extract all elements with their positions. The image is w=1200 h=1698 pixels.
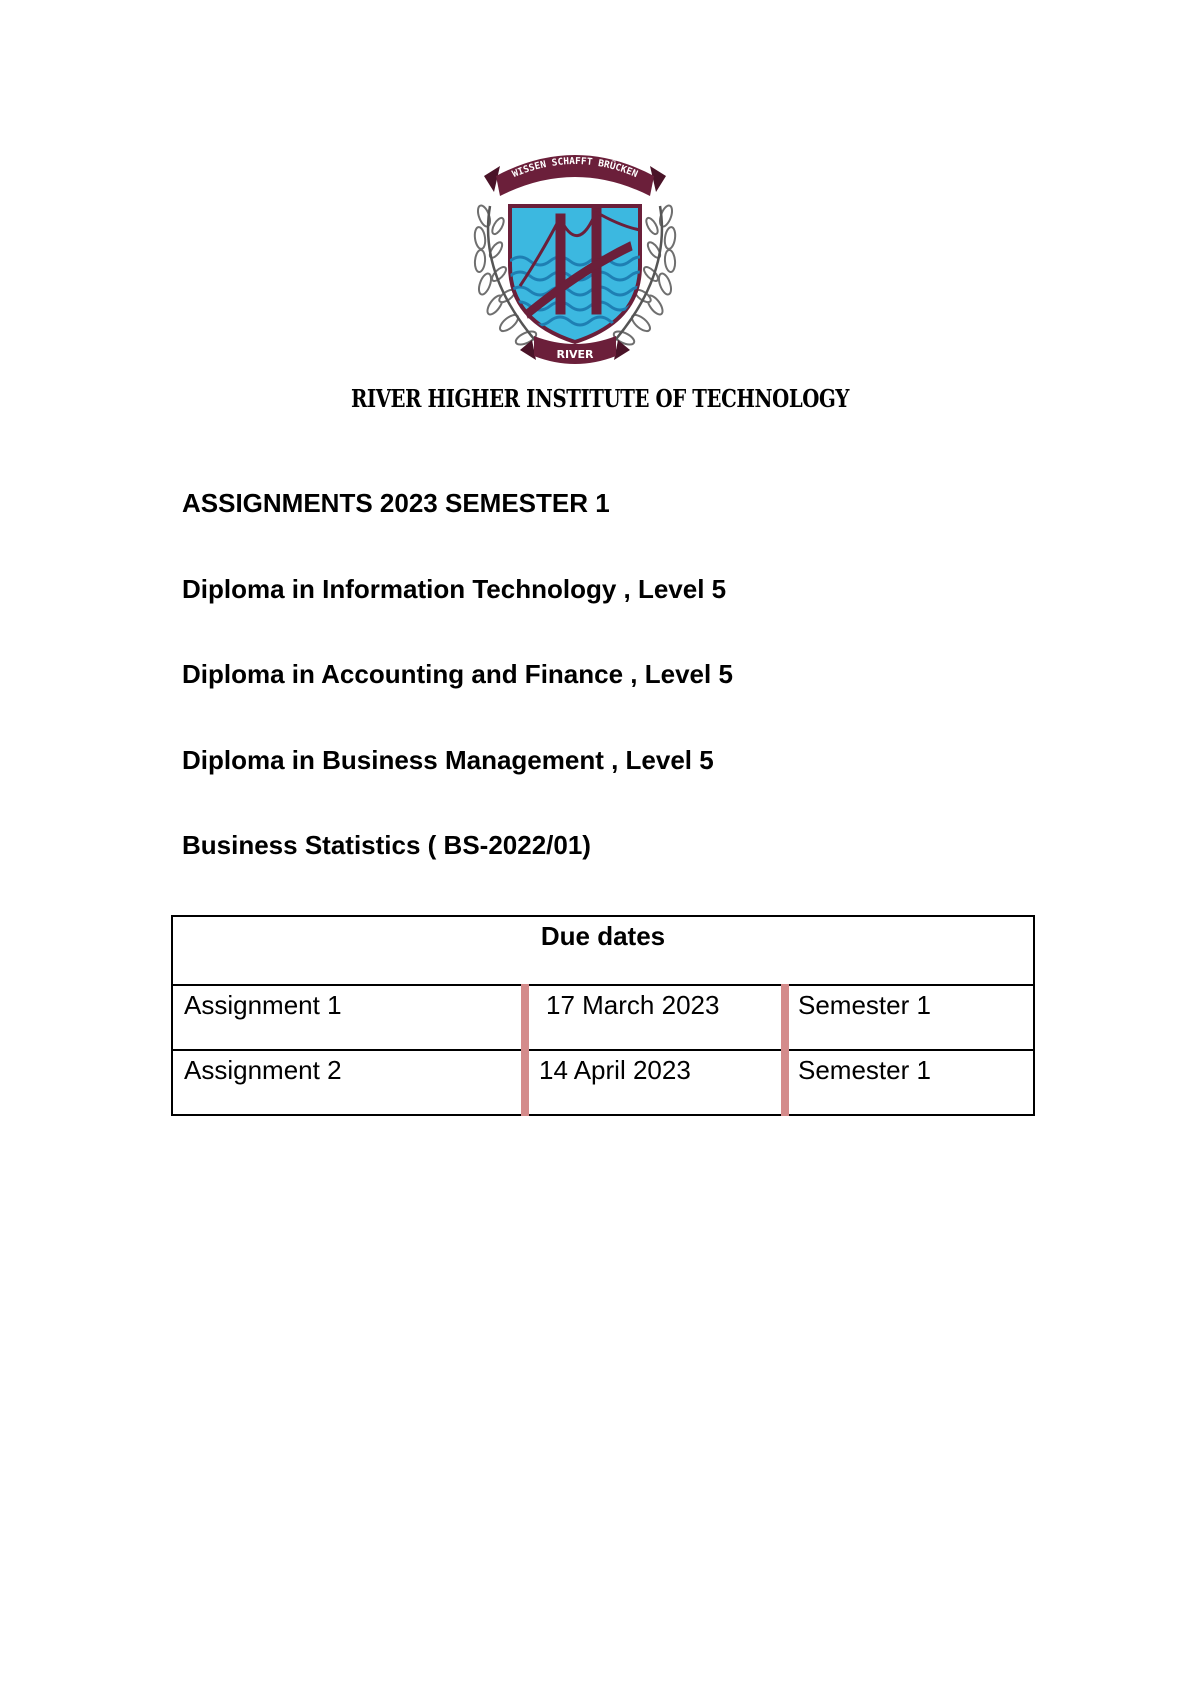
table-header-row — [172, 916, 1034, 985]
assignment-cell: Assignment 1 — [172, 985, 525, 1050]
motto-banner — [484, 155, 666, 196]
due-date-cell: 14 April 2023 — [525, 1050, 785, 1115]
table-row — [172, 985, 1034, 1050]
diploma-accounting-heading: Diploma in Accounting and Finance , Level 5 — [182, 659, 733, 689]
crest-motto-text: WISSEN SCHAFFT BRÜCKEN — [510, 155, 640, 181]
semester-cell: Semester 1 — [785, 985, 1034, 1050]
diploma-it-heading: Diploma in Information Technology , Level 5 — [182, 574, 727, 604]
due-dates-title: Due dates — [172, 916, 1034, 985]
assignments-heading: ASSIGNMENTS 2023 SEMESTER 1 — [182, 488, 610, 518]
semester-cell: Semester 1 — [785, 1050, 1034, 1115]
diploma-business-heading: Diploma in Business Management , Level 5 — [182, 745, 714, 775]
assignment-cell: Assignment 2 — [172, 1050, 525, 1115]
course-code-heading: Business Statistics ( BS-2022/01) — [182, 830, 591, 860]
crest-banner-text: RIVER — [556, 348, 594, 361]
institute-crest-logo — [470, 146, 680, 368]
table-row — [172, 1050, 1034, 1115]
due-date-cell: 17 March 2023 — [525, 985, 785, 1050]
due-dates-table — [171, 915, 1035, 1116]
institute-name: RIVER HIGHER INSTITUTE OF TECHNOLOGY — [350, 384, 850, 413]
